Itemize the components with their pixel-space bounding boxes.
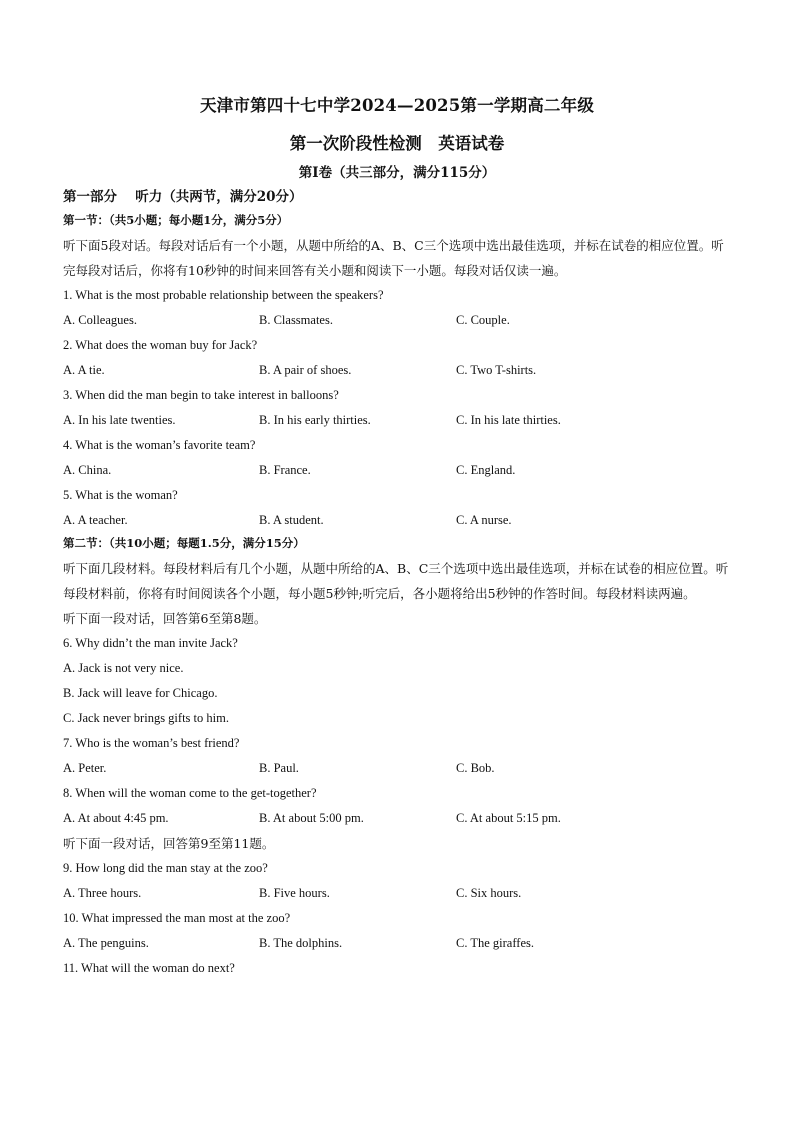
options-row bbox=[63, 408, 731, 433]
option-b: B. Paul. bbox=[259, 761, 299, 775]
option-c: C. Couple. bbox=[456, 313, 510, 327]
question-2 bbox=[63, 333, 731, 383]
dialog2-intro: 听下面一段对话，回答第9至第11题。 bbox=[63, 836, 275, 851]
option-b: B. The dolphins. bbox=[259, 936, 343, 950]
question-text: 8. When will the woman come to the get-together? bbox=[63, 786, 317, 800]
option-c: C. Jack never brings gifts to him. bbox=[63, 711, 229, 725]
option-c: C. Bob. bbox=[456, 761, 495, 775]
question-7 bbox=[63, 731, 731, 781]
question-8 bbox=[63, 781, 731, 831]
option-c: C. Six hours. bbox=[456, 886, 522, 900]
option-a: A. In his late twenties. bbox=[63, 413, 176, 427]
section2-instructions: 听下面几段材料。每段材料后有几个小题，从题中所给的A、B、C三个选项中选出最佳选项，并标在试卷的相应位置。听每段材料前，你将有时间阅读各个小题，每小题5秒钟;听完后，各小题将给出5秒钟的作答时间。每段材料读两遍。 bbox=[63, 561, 729, 601]
question-10 bbox=[63, 906, 731, 956]
option-a: A. A tie. bbox=[63, 363, 105, 377]
question-text: 1. What is the most probable relationship between the speakers? bbox=[63, 288, 384, 302]
options-row bbox=[63, 881, 731, 906]
option-a: A. A teacher. bbox=[63, 513, 128, 527]
dialog1-intro: 听下面一段对话，回答第6至第8题。 bbox=[63, 611, 267, 626]
question-text: 2. What does the woman buy for Jack? bbox=[63, 338, 258, 352]
option-a: A. China. bbox=[63, 463, 112, 477]
option-c: C. In his late thirties. bbox=[456, 413, 561, 427]
options-row bbox=[63, 756, 731, 781]
question-text: 5. What is the woman? bbox=[63, 488, 178, 502]
option-c: C. At about 5:15 pm. bbox=[456, 811, 561, 825]
option-b: B. A student. bbox=[259, 513, 324, 527]
section1-instructions: 听下面5段对话。每段对话后有一个小题，从题中所给的A、B、C三个选项中选出最佳选项，并标在试卷的相应位置。听完每段对话后，你将有10秒钟的时间来回答有关小题和阅读下一小题。每段对话仅读一遍。 bbox=[63, 238, 724, 278]
option-b: B. At about 5:00 pm. bbox=[259, 811, 364, 825]
part1-heading: 第一部分 听力（共两节，满分20分） bbox=[63, 189, 303, 205]
question-6 bbox=[63, 631, 731, 731]
question-text: 11. What will the woman do next? bbox=[63, 961, 235, 975]
option-a: A. Colleagues. bbox=[63, 313, 137, 327]
exam-title-line1: 天津市第四十七中学2024—2025第一学期高二年级 bbox=[199, 96, 595, 115]
question-9 bbox=[63, 856, 731, 906]
option-b: B. Jack will leave for Chicago. bbox=[63, 686, 218, 700]
options-row bbox=[63, 358, 731, 383]
volume-heading: 第Ⅰ卷（共三部分，满分115分） bbox=[298, 165, 496, 181]
option-c: C. Two T-shirts. bbox=[456, 363, 537, 377]
option-a: A. Jack is not very nice. bbox=[63, 661, 184, 675]
option-b: B. France. bbox=[259, 463, 311, 477]
question-text: 7. Who is the woman’s best friend? bbox=[63, 736, 240, 750]
question-1 bbox=[63, 283, 731, 333]
options-row bbox=[63, 458, 731, 483]
option-c: C. The giraffes. bbox=[456, 936, 534, 950]
section2-heading: 第二节：（共10小题；每题1.5分，满分15分） bbox=[63, 536, 305, 550]
question-text: 6. Why didn’t the man invite Jack? bbox=[63, 636, 238, 650]
question-text: 10. What impressed the man most at the zoo? bbox=[63, 911, 291, 925]
question-5 bbox=[63, 483, 731, 533]
question-text: 9. How long did the man stay at the zoo? bbox=[63, 861, 268, 875]
option-a: A. Three hours. bbox=[63, 886, 142, 900]
options-row bbox=[63, 931, 731, 956]
question-text: 3. When did the man begin to take interest in balloons? bbox=[63, 388, 339, 402]
options-row bbox=[63, 308, 731, 333]
option-b: B. Five hours. bbox=[259, 886, 330, 900]
options-row bbox=[63, 508, 731, 533]
exam-page bbox=[63, 96, 731, 981]
option-b: B. In his early thirties. bbox=[259, 413, 371, 427]
option-c: C. England. bbox=[456, 463, 516, 477]
question-11 bbox=[63, 956, 731, 981]
exam-title-line2: 第一次阶段性检测 英语试卷 bbox=[289, 134, 505, 153]
section1-heading: 第一节：（共5小题；每小题1分，满分5分） bbox=[63, 213, 289, 227]
option-b: B. Classmates. bbox=[259, 313, 333, 327]
option-b: B. A pair of shoes. bbox=[259, 363, 352, 377]
options-row bbox=[63, 806, 731, 831]
question-4 bbox=[63, 433, 731, 483]
option-c: C. A nurse. bbox=[456, 513, 512, 527]
question-text: 4. What is the woman’s favorite team? bbox=[63, 438, 256, 452]
option-a: A. At about 4:45 pm. bbox=[63, 811, 169, 825]
question-3 bbox=[63, 383, 731, 433]
option-a: A. Peter. bbox=[63, 761, 107, 775]
option-a: A. The penguins. bbox=[63, 936, 149, 950]
